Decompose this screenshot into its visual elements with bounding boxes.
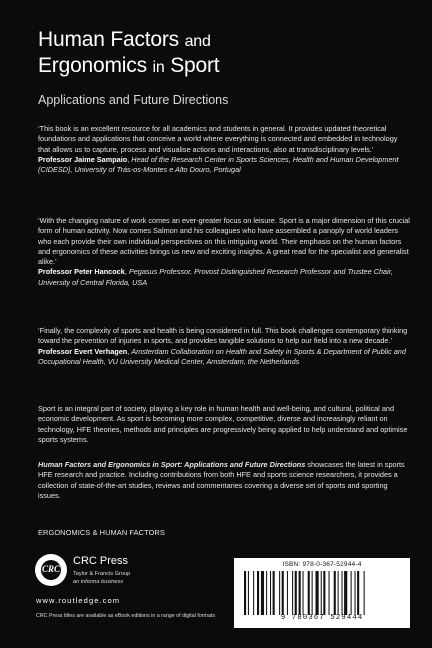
endorsement-quote	[38, 124, 410, 175]
endorser-affiliation: Amsterdam Collaboration on Health and Safety in Sports & Department of Public and Occupational Health, VU University Medical Center, Amsterdam, the Netherlands	[38, 346, 406, 366]
title-word: Sport	[170, 54, 220, 77]
isbn-barcode	[234, 558, 410, 628]
isbn-number: ISBN: 978-0-367-52944-4	[282, 561, 362, 568]
logo-text: CRC	[41, 564, 60, 574]
book-subtitle: Applications and Future Directions	[38, 93, 229, 107]
title-word: and	[184, 33, 211, 50]
endorsement-quote	[38, 216, 410, 288]
barcode-digits: 9 780367 529444	[280, 614, 364, 622]
crc-press-logo	[35, 554, 67, 586]
title-word: Human Factors	[38, 28, 179, 51]
description-paragraph: Sport is an integral part of society, playing a key role in human health and well-being, and cultural, political and economic development. As sport is becoming more complex, competitive, diverse and increasingly reliant on technology, HFE theories, methods and principles are progressively being applied to help understand and optimise sports systems.	[38, 404, 408, 444]
title-word: Ergonomics	[38, 54, 147, 77]
quote-attribution: Professor Jaime Sampaio, Head of the Research Center in Sports Sciences, Health and Human Development (CIDESD), University of Trás-os-Montes e Alto Douro, Portugal	[38, 154, 399, 175]
endorsement-quote	[38, 326, 410, 367]
book-title	[38, 28, 219, 80]
quote-attribution: Professor Peter Hancock, Pegasus Professor, Provost Distinguished Research Professor and Trustee Chair, University of Central Florida, USA	[38, 267, 393, 287]
title-word: in	[152, 59, 165, 76]
publisher-group: Taylor & Francis Group	[73, 571, 131, 577]
quote-attribution: Professor Evert Verhagen, Amsterdam Collaboration on Health and Safety in Sports & Department of Public and Occupational Health, VU University Medical Center, Amsterdam, the Netherlands	[38, 346, 406, 366]
series-label: ERGONOMICS & HUMAN FACTORS	[38, 528, 165, 537]
book-title-inline: Human Factors and Ergonomics in Sport: Applications and Future Directions	[38, 460, 306, 469]
quote-text: ‘Finally, the complexity of sports and health is being considered in full. This book challenges contemporary thinking toward the prevention of injuries in sports, and provides tangible solutions to help our field into a new decade.’	[38, 326, 408, 346]
endorser-affiliation: Head of the Research Center in Sports Sciences, Health and Human Development (CIDESD), University of Trás-os-Montes e Alto Douro, Portugal	[38, 154, 399, 175]
endorser-name: Professor Peter Hancock	[38, 267, 125, 277]
publisher-name: CRC Press	[73, 555, 129, 567]
description-paragraph	[38, 460, 410, 501]
publisher-tagline: an informa business	[73, 579, 124, 585]
quote-text: ‘This book is an excellent resource for all academics and students in general. It provides updated theoretical foundations and applications that conceive a world where everything is connected and embedded in technology that allows us to capture, process and visualise actions and interactions, also at transdisciplinary levels.’	[38, 124, 398, 154]
endorser-name: Professor Jaime Sampaio	[38, 154, 128, 164]
endorser-affiliation: Pegasus Professor, Provost Distinguished Research Professor and Trustee Chair, University of Central Florida, USA	[38, 267, 393, 287]
quote-text: ‘With the changing nature of work comes an ever-greater focus on leisure. Sport is a major dimension of this crucial form of human activity. Now comes Salmon and his colleagues who have assembled a panoply of world leaders who each provide their own individual perspectives on this intriguing world. Their emphasis on the human factors and ergonomics of these activities brings us new and exciting insights. A great read for the specialist and generalist alike.’	[38, 216, 410, 267]
barcode-bars	[244, 571, 400, 615]
ebook-footnote: CRC Press titles are available as eBook editions in a range of digital formats	[36, 613, 216, 619]
publisher-website: www.routledge.com	[36, 596, 121, 605]
endorser-name: Professor Evert Verhagen	[38, 346, 128, 356]
description-text: showcases the latest in sports HFE research and practice. Including contributions from both HFE and sports science researchers, it provides a collection of state-of-the-art studies, reviews and commentaries covering a diverse set of sports and sporting issues.	[38, 460, 405, 500]
